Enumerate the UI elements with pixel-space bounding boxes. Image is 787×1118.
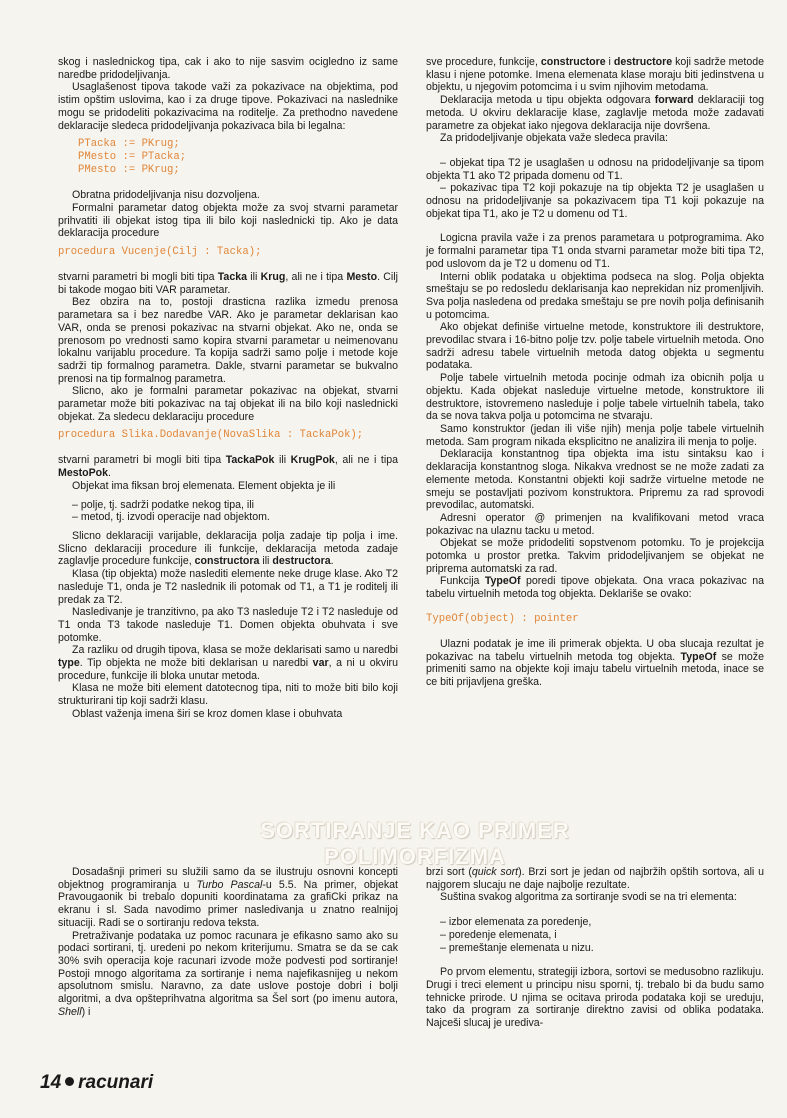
bottom-left-column: [58, 866, 398, 1018]
rule-item: – objekat tipa T2 je usaglašen u odnosu na pridodeljivanje sa tipom objekta T1 ako T2 pripada domenu od T1.: [426, 156, 764, 182]
paragraph: stvarni parametri bi mogli biti tipa TackaPok ili KrugPok, ali ne i tipa MestoPok.: [58, 454, 398, 480]
paragraph: Suština svakog algoritma za sortiranje svodi se na tri elementa:: [440, 891, 737, 904]
list-item: – premeštanje elemenata u nizu.: [440, 941, 594, 954]
paragraph: Objekat ima fiksan broj elemenata. Element objekta je ili: [72, 479, 336, 492]
paragraph: Klasa (tip objekta) može naslediti elemente neke druge klase. Ako T2 nasleduje T1, onda je T2 naslednik ili potomak od T1, a T1 je roditelj ili predak za T2.: [58, 568, 398, 606]
paragraph: brzi sort (quick sort). Brzi sort je jedan od najbržih opštih sortova, ali u najgorem slucaju ne daje najbolje rezultate.: [426, 866, 764, 891]
paragraph: Formalni parametar datog objekta može za svoj stvarni parametar prihvatiti ili objekat istog tipa ili bilo koji naslednicki tip. Ako je data deklaracija procedure: [58, 201, 398, 240]
list-item: – poredenje elemenata, i: [440, 928, 557, 941]
paragraph: Slicno, ako je formalni parametar pokazivac na objekat, stvarni parametar može biti pokazivac na taj objekat ili na bilo koji naslednicki objekat. Za sledecu deklaraciju procedure: [58, 385, 398, 423]
paragraph: Slicno deklaraciji varijable, deklaracija polja zadaje tip polja i ime. Slicno deklaraciji procedure ili funkcije, deklaracija metoda zadaje zaglavlje procedure funkcije, constructora ili destructora.: [58, 529, 398, 568]
paragraph: Dosadašnji primeri su služili samo da se ilustruju osnovni koncepti objektnog programiranja u Turbo Pascal-u 5.5. Na primer, objekat Pravougaonik bi trebalo dopuniti koordinatama za grafiCki prikaz na ekranu i sl. Sada navodimo primer nasledivanja u znatno realnijoj situaciji. Radi se o sortiranju redova teksta.: [58, 866, 398, 929]
paragraph: sve procedure, funkcije, constructore i destructore koji sadrže metode klasu i njene potomke. Imena elemenata klase moraju biti jedinstvena u objektu, u njegovim potomcima i u svim njihovim metodama.: [426, 56, 765, 94]
paragraph: Logicna pravila važe i za prenos parametara u potprogramima. Ako je formalni parametar tipa T1 onda stvarni parametar može biti tipa T2, pod uslovom da je T2 u domenu od T1.: [426, 232, 764, 270]
code-line: TypeOf(object) : pointer: [426, 612, 579, 625]
code-line: procedura Slika.Dodavanje(NovaSlika : TackaPok);: [58, 429, 364, 442]
paragraph: Obratna pridodeljivanja nisu dozvoljena.: [72, 189, 260, 202]
page-footer: [40, 1072, 153, 1094]
code-line: PMesto := PTacka;: [78, 151, 187, 164]
paragraph: Deklaracija konstantnog tipa objekta ima istu sintaksu kao i deklaracija konstantnog sloga. Nikakva vrednost se ne može zadati za elemente metoda. Konstantni objekti koji sadrže virtuelne metode ne smeju se postavljati pozivom konstruktora. Pripremu za rad sprovodi prevodilac, automatski.: [426, 448, 764, 512]
rule-item: – pokazivac tipa T2 koji pokazuje na tip objekta T2 je usaglašen u odnosu na pridodeljivanje sa pokazivacem tipa T1 koji pokazuje na objekat tipa T1, ako je T2 u domenu od T1.: [426, 182, 764, 220]
paragraph: Polje tabele virtuelnih metoda pocinje odmah iza obicnih polja u objektu. Kada objekat nasleduje virtuelne metode, konstruktore ili destruktore, istovremeno nasleduje i polje tabele virtuelnih tabela, tako da se nova takva polja u potomcima ne stvaraju.: [426, 372, 764, 423]
list-item: – izbor elemenata za poredenje,: [440, 916, 592, 929]
paragraph: Objekat se može pridodeliti sopstvenom potomku. To je projekcija potomka u prostor pretka. Takvim pridodeljivanjem se objekat ne priprema automatski za rad.: [426, 537, 764, 575]
paragraph: Za razliku od drugih tipova, klasa se može deklarisati samo u naredbi type. Tip objekta ne može biti deklarisan u naredbi var, a ni u okviru procedure, funkcije ili bloka unutar metoda.: [58, 644, 398, 682]
paragraph: Deklaracija metoda u tipu objekta odgovara forward deklaraciji tog metoda. U okviru deklaracije klase, zaglavlje metoda može zadavati parametre za objekat iako njegova deklaracija nije dovršena.: [426, 94, 765, 132]
code-line: procedura Vucenje(Cilj : Tacka);: [58, 246, 262, 259]
paragraph: Ulazni podatak je ime ili primerak objekta. U oba slucaja rezultat je pokazivac na tabelu virtuelnih metoda tog objekta. TypeOf se može primeniti samo na objekte koji imaju tabelu virtuelnih metoda, inace se ce biti prijavljena greška.: [426, 637, 764, 688]
code-line: PTacka := PKrug;: [78, 138, 180, 151]
paragraph: Funkcija TypeOf poredi tipove objekata. Ona vraca pokazivac na tabelu virtuelnih metoda tog objekta. Deklariše se ovako:: [426, 575, 764, 601]
right-column: [426, 56, 764, 689]
paragraph: Interni oblik podataka u objektima podseca na slog. Polja objekta smeštaju se po redosledu deklarisanja kao neprekidan niz promenljivih. Sva polja nasledena od predaka smeštaju se pre novih polja definisanih u potomcima.: [426, 270, 764, 321]
bullet-icon: [65, 1077, 74, 1086]
paragraph: Klasa ne može biti element datotecnog tipa, niti to može biti bilo koji strukturirani tip koji sadrži klasu.: [58, 682, 398, 708]
paragraph: Za pridodeljivanje objekata važe sledeca pravila:: [440, 132, 668, 145]
page-number: 14: [40, 1072, 62, 1093]
paragraph: Oblast važenja imena širi se kroz domen klase i obuhvata: [72, 707, 343, 720]
paragraph: Samo konstruktor (jedan ili više njih) menja polje tabele virtuelnih metoda. Sam program nikada eksplicitno ne analizira ili menja to polje.: [426, 422, 764, 448]
magazine-name: racunari: [78, 1072, 154, 1093]
paragraph: skog i naslednickog tipa, cak i ako to nije sasvim ocigledno iz same naredbe pridodeljivanja.: [58, 56, 398, 81]
list-item: – metod, tj. izvodi operacije nad objektom.: [72, 511, 270, 524]
paragraph: Ako objekat definiše virtuelne metode, konstruktore ili destruktore, prevodilac stvara i 16-bitno polje tzv. polje tabele virtuelnih metoda. Ono sadrži adresu tabele virtuelnih metoda datog objekta u segmentu podataka.: [426, 321, 764, 372]
paragraph: Usaglašenost tipova takode važi za pokazivace na objektima, pod istim opštim uslovima, kao i za druge tipove. Pokazivaci na naslednike mogu se pridodeliti pokazivacima na roditelje. Za prethodno navedene deklaracije sledeca pridodeljivanja pokazivaca bila bi legalna:: [58, 81, 398, 132]
bottom-right-column: [426, 866, 764, 1030]
list-item: – polje, tj. sadrži podatke nekog tipa, ili: [72, 498, 254, 511]
left-column: [58, 56, 398, 721]
paragraph: Adresni operator @ primenjen na kvalifikovani metod vraca pokazivac na ulaznu tacku u metod.: [426, 511, 764, 537]
paragraph: stvarni parametri bi mogli biti tipa Tacka ili Krug, ali ne i tipa Mesto. Cilj bi takode mogao biti VAR parametar.: [58, 271, 398, 296]
code-line: PMesto := PKrug;: [78, 164, 180, 177]
section-heading: SORTIRANJE KAO PRIMER POLIMORFIZMA: [260, 818, 570, 869]
paragraph: Nasledivanje je tranzitivno, pa ako T3 nasleduje T2 i T2 nasleduje od T1 onda T3 takode nasleduje T1. Domen objekta obuhvata i sve potomke.: [58, 606, 398, 644]
paragraph: Po prvom elementu, strategiji izbora, sortovi se medusobno razlikuju. Drugi i treci element u principu nisu sporni, tj. trebalo bi da budu samo tehnicke prirode. U njima se ocitava priroda podataka koji se ureduju, tako da program za sortiranje direktno zavisi od oblika podataka. Najceši slucaj je uredivа-: [426, 966, 764, 1030]
paragraph: Bez obzira na to, postoji drasticna razlika izmedu prenosa parametara sa i bez naredbe VAR. Ako je parametar deklarisan kao VAR, onda se prenosi pokazivac na stvarni objekat. Ako ne, onda se prenosom po vrednosti samo kopira stvarni parametar u neimenovanu lokalnu varijablu procedure. Ta kopija sadrži samo polje i metode koje sadrži tip formalnog parametra. Dakle, stvarni parametar se bukvalno prenosi na tip formalnog parametra.: [58, 296, 398, 385]
paragraph: Pretraživanje podataka uz pomoc racunara je efikasno samo ako su podaci sortirani, tj. uredeni po nekom kriterijumu. Smatra se da se cak 30% svih operacija koje racunari izvode može podvesti pod sortiranje! Postoji mnogo algoritama za sortiranje i nema najefikasnijeg u nekom apsolutnom smislu. Naravno, za date uslove postoje dobri i bolji algoritmi, a dva opšteprihvatna algoritma sa Šel sort (po imenu autora, Shell) i: [58, 929, 398, 1018]
